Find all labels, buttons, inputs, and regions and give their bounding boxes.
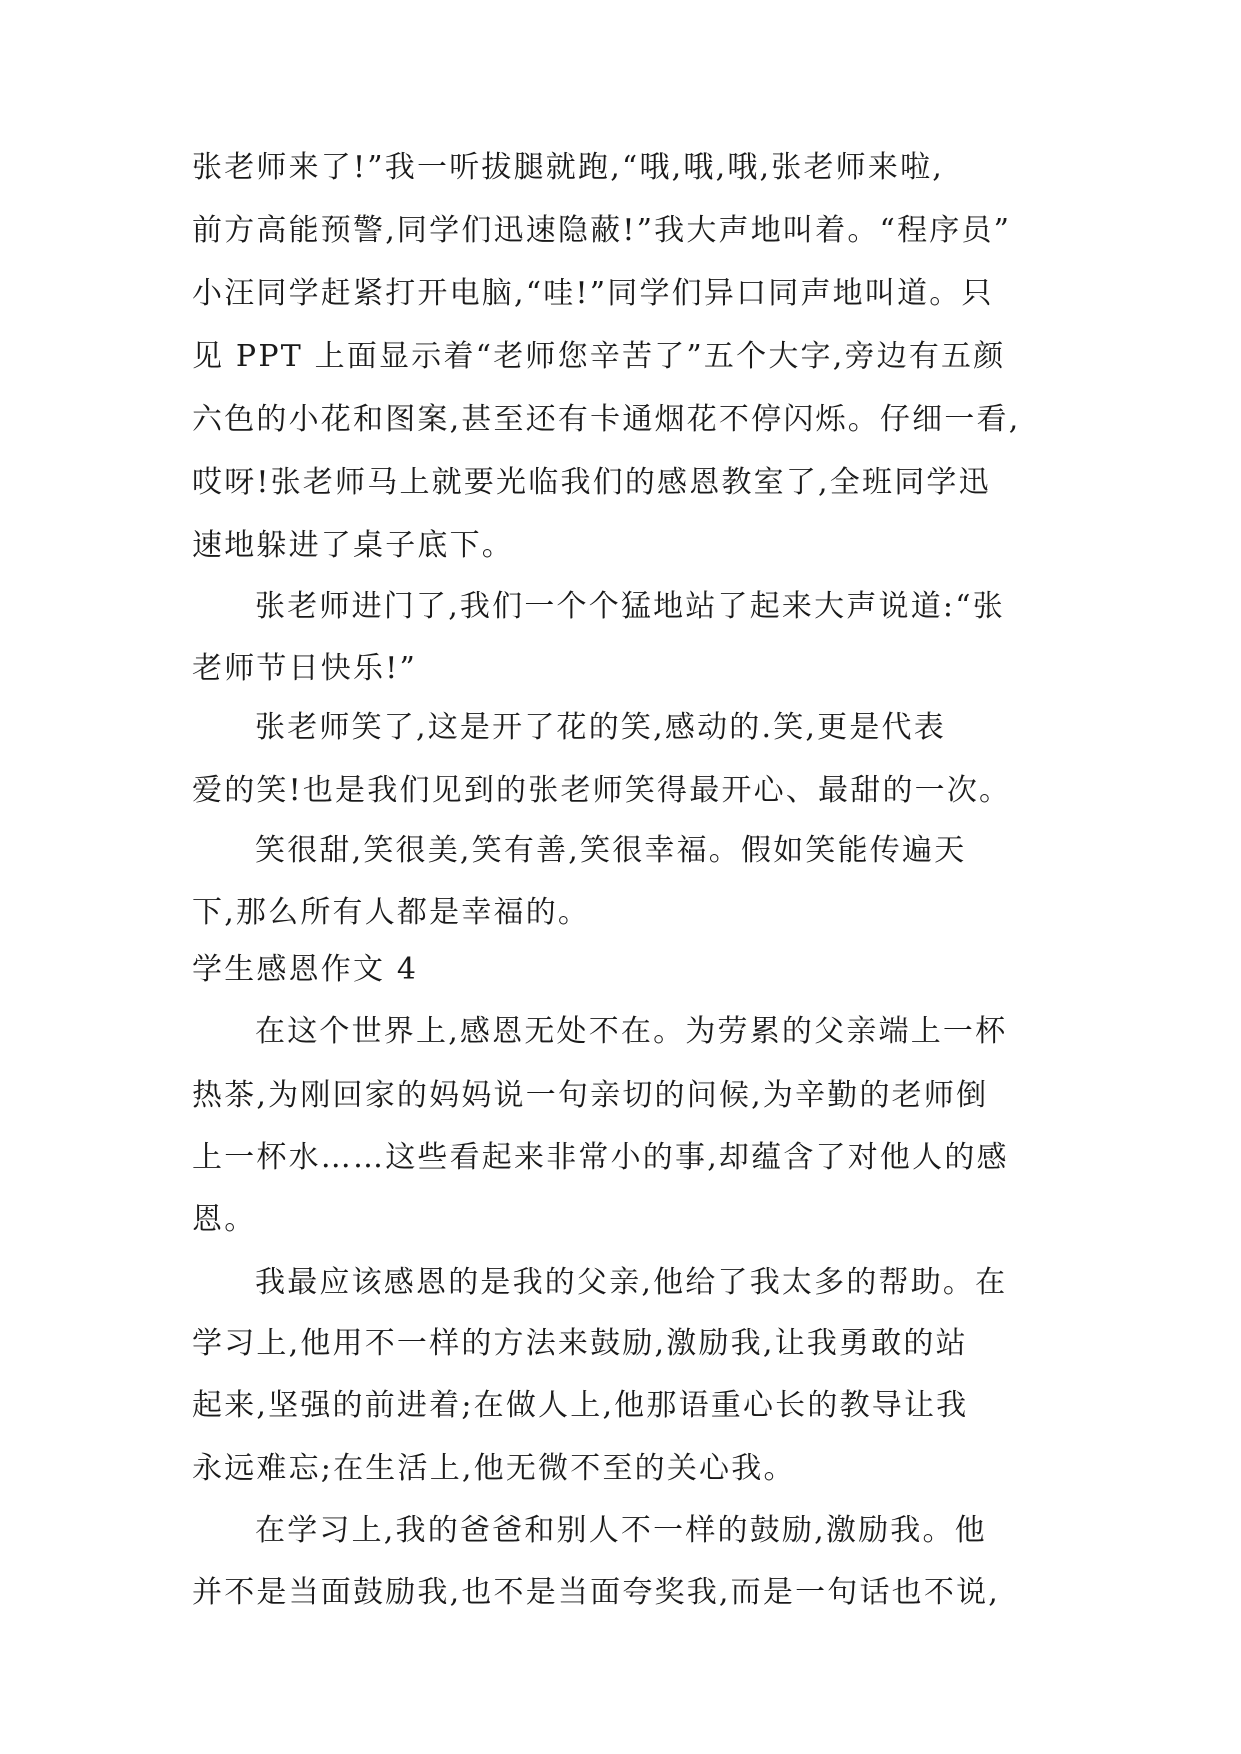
text-line: 老师节日快乐!” — [192, 651, 417, 686]
text-line: 爱的笑!也是我们见到的张老师笑得最开心、最甜的一次。 — [192, 773, 1012, 808]
paragraph-first-line: 我最应该感恩的是我的父亲,他给了我太多的帮助。在 — [255, 1265, 1008, 1300]
paragraph-first-line: 张老师进门了,我们一个个猛地站了起来大声说道:“张 — [255, 589, 1005, 624]
section-heading: 学生感恩作文 4 — [192, 952, 419, 987]
text-line: 学习上,他用不一样的方法来鼓励,激励我,让我勇敢的站 — [192, 1326, 968, 1361]
paragraph-first-line: 笑很甜,笑很美,笑有善,笑很幸福。假如笑能传遍天 — [255, 833, 967, 868]
text-line: 恩。 — [192, 1202, 257, 1237]
paragraph-first-line: 张老师笑了,这是开了花的笑,感动的.笑,更是代表 — [255, 710, 946, 745]
paragraph-first-line: 在学习上,我的爸爸和别人不一样的鼓励,激励我。他 — [255, 1513, 987, 1548]
text-line: 下,那么所有人都是幸福的。 — [192, 895, 591, 930]
text-line: 小汪同学赶紧打开电脑,“哇!”同学们异口同声地叫道。只 — [192, 276, 994, 311]
text-line: 哎呀!张老师马上就要光临我们的感恩教室了,全班同学迅 — [192, 465, 991, 500]
text-line: 起来,坚强的前进着;在做人上,他那语重心长的教导让我 — [192, 1388, 969, 1423]
text-line: 前方高能预警,同学们迅速隐蔽!”我大声地叫着。“程序员” — [192, 213, 1012, 248]
text-line: 并不是当面鼓励我,也不是当面夸奖我,而是一句话也不说, — [192, 1575, 1001, 1610]
text-line: 上一杯水……这些看起来非常小的事,却蕴含了对他人的感 — [192, 1140, 1009, 1175]
text-line: 见 PPT 上面显示着“老师您辛苦了”五个大字,旁边有五颜 — [192, 339, 1006, 374]
text-line: 热茶,为刚回家的妈妈说一句亲切的问候,为辛勤的老师倒 — [192, 1078, 989, 1113]
text-line: 永远难忘;在生活上,他无微不至的关心我。 — [192, 1451, 796, 1486]
text-line: 张老师来了!”我一听拔腿就跑,“哦,哦,哦,张老师来啦, — [192, 150, 945, 185]
text-line: 六色的小花和图案,甚至还有卡通烟花不停闪烁。仔细一看, — [192, 402, 1021, 437]
paragraph-first-line: 在这个世界上,感恩无处不在。为劳累的父亲端上一杯 — [255, 1014, 1008, 1049]
text-line: 速地躲进了桌子底下。 — [192, 528, 514, 563]
